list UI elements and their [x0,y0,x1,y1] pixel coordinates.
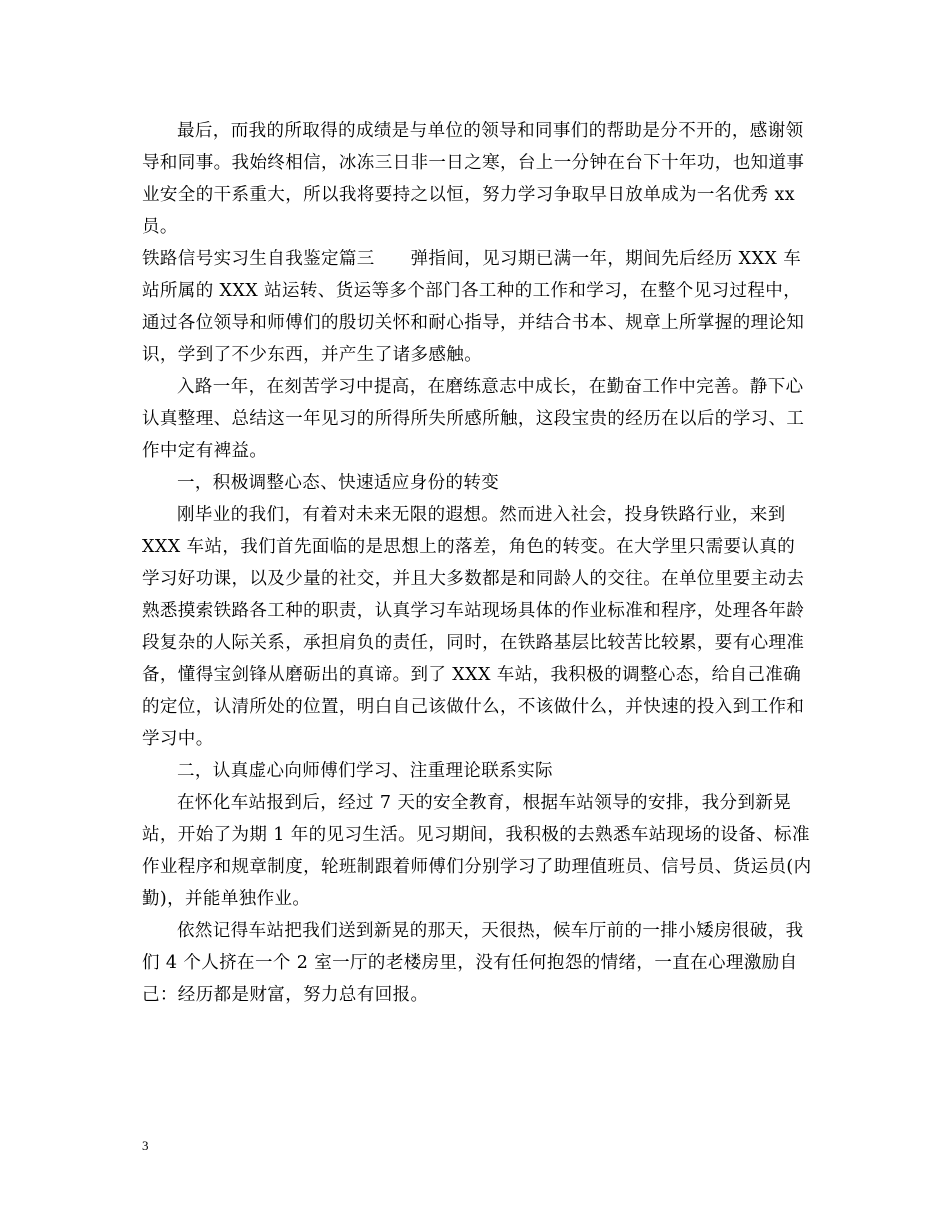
heading-section-one: 一，积极调整心态、快速适应身份的转变 [177,473,500,493]
paragraph-section-three-intro: 铁路信号实习生自我鉴定篇三 弹指间，见习期已满一年，期间先后经历 XXX 车站所属的 XXX 站运转、货运等多个部门各工种的工作和学习，在整个见习过程中，通过各位领导和师傅们的殷切关怀和耐心指导，并结合书本、规章上所掌握的理论知识，学到了不少东西，并产生了诸多感触。 [142,249,805,365]
paragraph-closing-thanks: 最后，而我的所取得的成绩是与单位的领导和同事们的帮助是分不开的，感谢领导和同事。我始终相信，冰冻三日非一日之寒，台上一分钟在台下十年功，也知道事业安全的干系重大，所以我将要持之以恒，努力学习争取早日放单成为一名优秀 xx 员。 [142,121,805,237]
paragraph-first-year: 入路一年，在刻苦学习中提高，在磨练意志中成长，在勤奋工作中完善。静下心认真整理、总结这一年见习的所得所失所感所触，这段宝贵的经历在以后的学习、工作中定有裨益。 [142,377,805,461]
page-number: 3 [142,1138,149,1153]
body-text [142,115,812,1011]
paragraph-huaihua-station: 在怀化车站报到后，经过 7 天的安全教育，根据车站领导的安排，我分到新晃站，开始了为期 1 年的见习生活。见习期间，我积极的去熟悉车站现场的设备、标准作业程序和规章制度，轮班制跟着师傅们分别学习了助理值班员、信号员、货运员(内勤)，并能单独作业。 [142,793,812,909]
paragraph-xinhuang-memory: 依然记得车站把我们送到新晃的那天，天很热，候车厅前的一排小矮房很破，我们 4 个人挤在一个 2 室一厅的老楼房里，没有任何抱怨的情绪，一直在心理激励自己：经历都是财富，努力总有回报。 [142,921,804,1005]
heading-section-two: 二，认真虚心向师傅们学习、注重理论联系实际 [177,761,553,781]
paragraph-graduation: 刚毕业的我们，有着对未来无限的遐想。然而进入社会，投身铁路行业，来到 XXX 车站，我们首先面临的是思想上的落差，角色的转变。在大学里只需要认真的学习好功课，以及少量的社交，并且大多数都是和同龄人的交往。在单位里要主动去熟悉摸索铁路各工种的职责，认真学习车站现场具体的作业标准和程序，处理各年龄段复杂的人际关系，承担肩负的责任，同时，在铁路基层比较苦比较累，要有心理准备，懂得宝剑锋从磨砺出的真谛。到了 XXX 车站，我积极的调整心态，给自己准确的定位，认清所处的位置，明白自己该做什么，不该做什么，并快速的投入到工作和学习中。 [142,505,805,749]
